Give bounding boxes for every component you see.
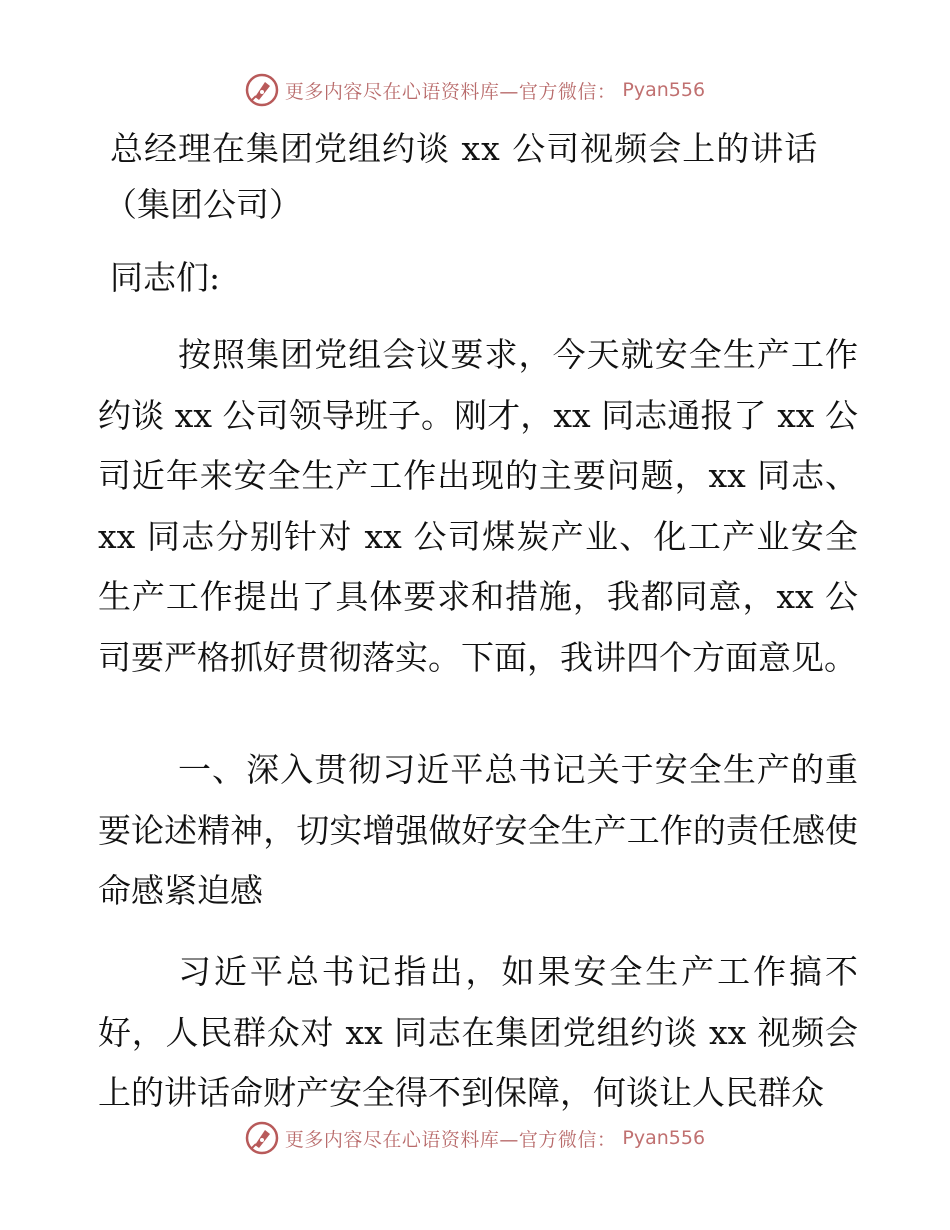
paragraph-intro: 按照集团党组会议要求，今天就安全生产工作约谈 xx 公司领导班子。刚才，xx 同志通报了 xx 公司近年来安全生产工作出现的主要问题，xx 同志、xx 同志分别针对 xx 公司煤炭产业、化工产业安全生产工作提出了具体要求和措施，我都同意，xx 公司要严格抓好贯彻落实。下面，我讲四个方面意见。 xyxy=(98,335,858,677)
watermark-wechat-id: Pyan556 xyxy=(622,1127,706,1149)
watermark-header xyxy=(0,70,950,110)
watermark-footer xyxy=(0,1118,950,1158)
pen-nib-logo-icon xyxy=(245,1121,279,1155)
watermark-wechat-id: Pyan556 xyxy=(622,79,706,101)
document-title: 总经理在集团党组约谈 xx 公司视频会上的讲话 xyxy=(110,129,819,168)
document-subtitle: （集团公司） xyxy=(104,185,302,224)
paragraph-body: 习近平总书记指出，如果安全生产工作搞不好，人民群众对 xx 同志在集团党组约谈 xx 视频会上的讲话命财产安全得不到保障，何谈让人民群众 xyxy=(98,952,858,1112)
watermark-text: 更多内容尽在心语资料库—官方微信： xyxy=(284,1128,617,1151)
section-heading-one: 一、深入贯彻习近平总书记关于安全生产的重要论述精神，切实增强做好安全生产工作的责任感使命感紧迫感 xyxy=(98,750,858,910)
watermark-text: 更多内容尽在心语资料库—官方微信： xyxy=(284,80,617,103)
salutation: 同志们: xyxy=(110,258,221,297)
pen-nib-logo-icon xyxy=(245,73,279,107)
